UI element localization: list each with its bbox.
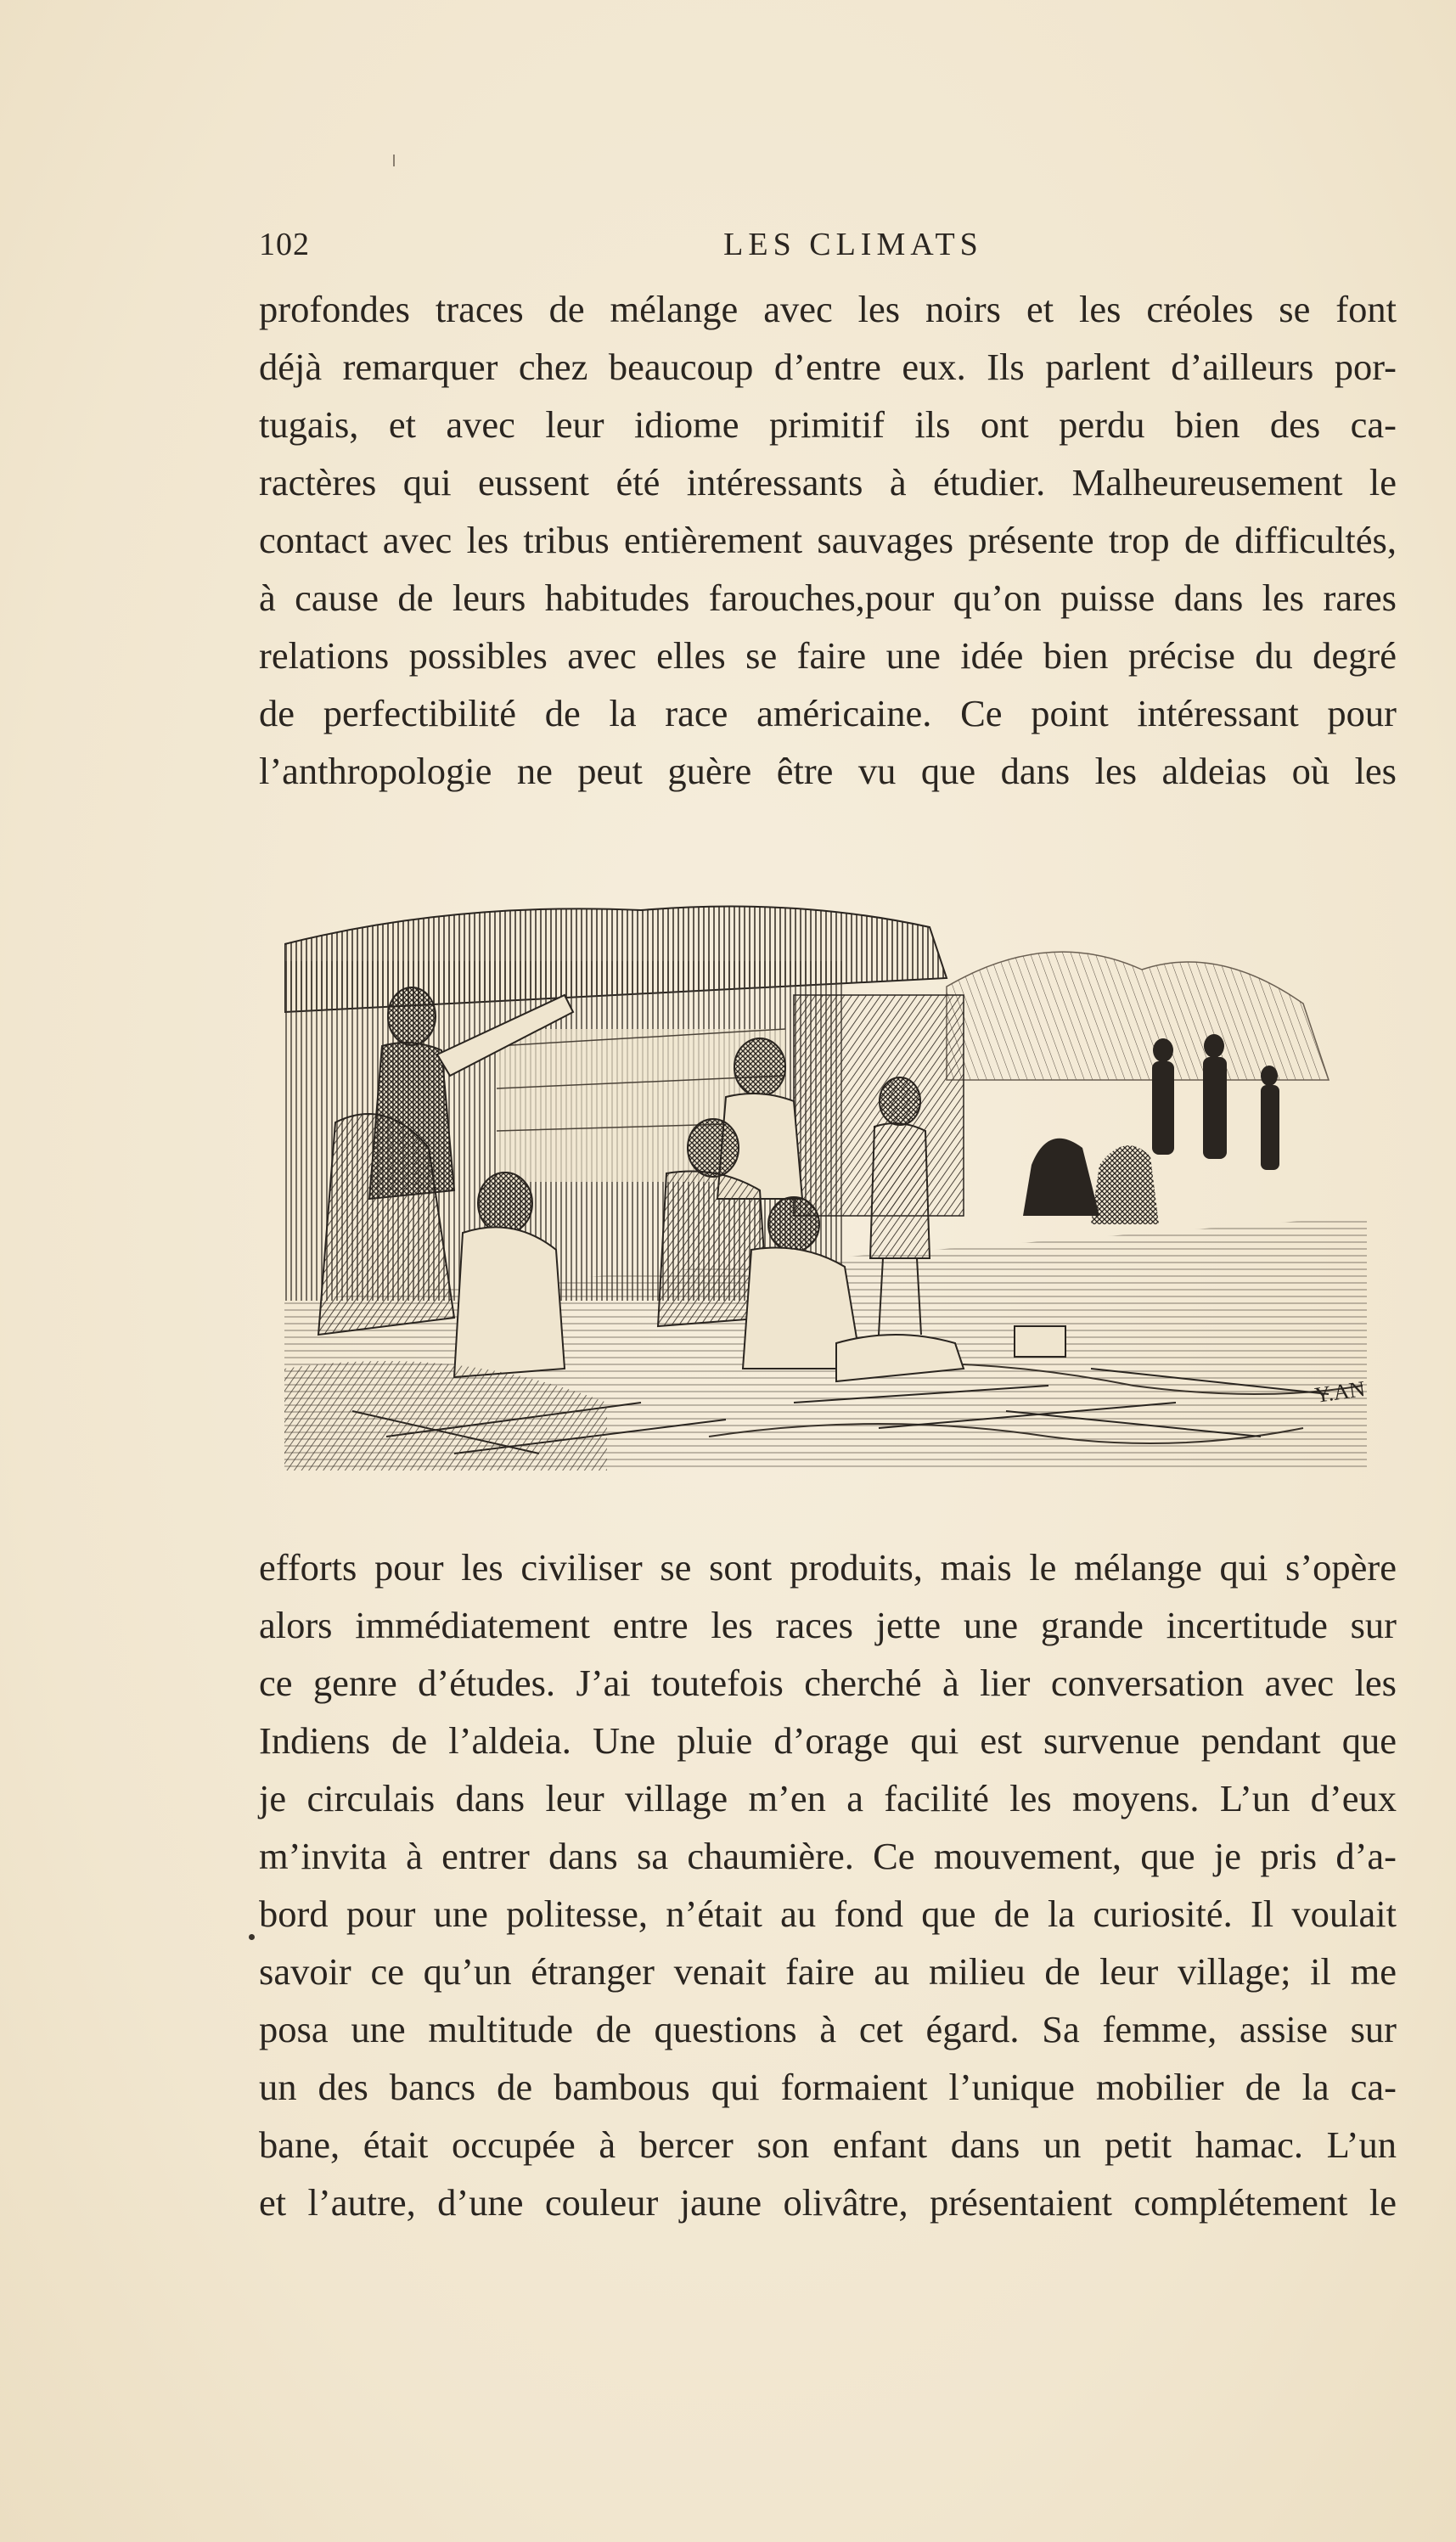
text-line: m’invita à entrer dans sa chaumière. Ce mouvement, que je pris d’a- (259, 1835, 1397, 1877)
page-number: 102 (259, 227, 310, 262)
text-line: et l’autre, d’une couleur jaune olivâtre, présentaient complétement le (259, 2181, 1397, 2224)
text-line: bord pour une politesse, n’était au fond que de la curiosité. Il voulait (259, 1892, 1397, 1935)
text-line: efforts pour les civiliser se sont produits, mais le mélange qui s’opère (259, 1546, 1397, 1589)
text-line: je circulais dans leur village m’en a facilité les moyens. L’un d’eux (259, 1777, 1397, 1819)
ink-speck (249, 1934, 255, 1940)
margin-mark (393, 155, 395, 166)
running-title: LES CLIMATS (723, 227, 983, 262)
text-line: ractères qui eussent été intéressants à étudier. Malheureusement le (259, 461, 1397, 503)
text-line: savoir ce qu’un étranger venait faire au milieu de leur village; il me (259, 1950, 1397, 1993)
page-header (259, 226, 1397, 277)
body-text-upper (259, 280, 1397, 800)
text-line: tugais, et avec leur idiome primitif ils ont perdu bien des ca- (259, 403, 1397, 446)
text-line: relations possibles avec elles se faire une idée bien précise du degré (259, 634, 1397, 677)
text-line: de perfectibilité de la race américaine. Ce point intéressant pour (259, 692, 1397, 734)
engraving-illustration (284, 893, 1367, 1471)
text-line: Indiens de l’aldeia. Une pluie d’orage qui est survenue pendant que (259, 1719, 1397, 1762)
small-box (1015, 1326, 1065, 1357)
artist-signature: Y.AN (1313, 1375, 1367, 1408)
text-line: contact avec les tribus entièrement sauvages présente trop de difficultés, (259, 519, 1397, 561)
text-line: bane, était occupée à bercer son enfant dans un petit hamac. L’un (259, 2123, 1397, 2166)
text-line: à cause de leurs habitudes farouches,pour qu’on puisse dans les rares (259, 576, 1397, 619)
text-line: un des bancs de bambous qui formaient l’unique mobilier de la ca- (259, 2066, 1397, 2108)
text-line: profondes traces de mélange avec les noirs et les créoles se font (259, 288, 1397, 330)
distant-hills (947, 952, 1329, 1080)
text-line: l’anthropologie ne peut guère être vu que dans les aldeias où les (259, 750, 1397, 792)
body-text-lower (259, 1538, 1397, 2231)
text-line: alors immédiatement entre les races jette une grande incertitude sur (259, 1604, 1397, 1646)
text-line: posa une multitude de questions à cet égard. Sa femme, assise sur (259, 2008, 1397, 2050)
text-line: ce genre d’études. J’ai toutefois cherché à lier conversation avec les (259, 1662, 1397, 1704)
text-line: déjà remarquer chez beaucoup d’entre eux. Ils parlent d’ailleurs por- (259, 346, 1397, 388)
